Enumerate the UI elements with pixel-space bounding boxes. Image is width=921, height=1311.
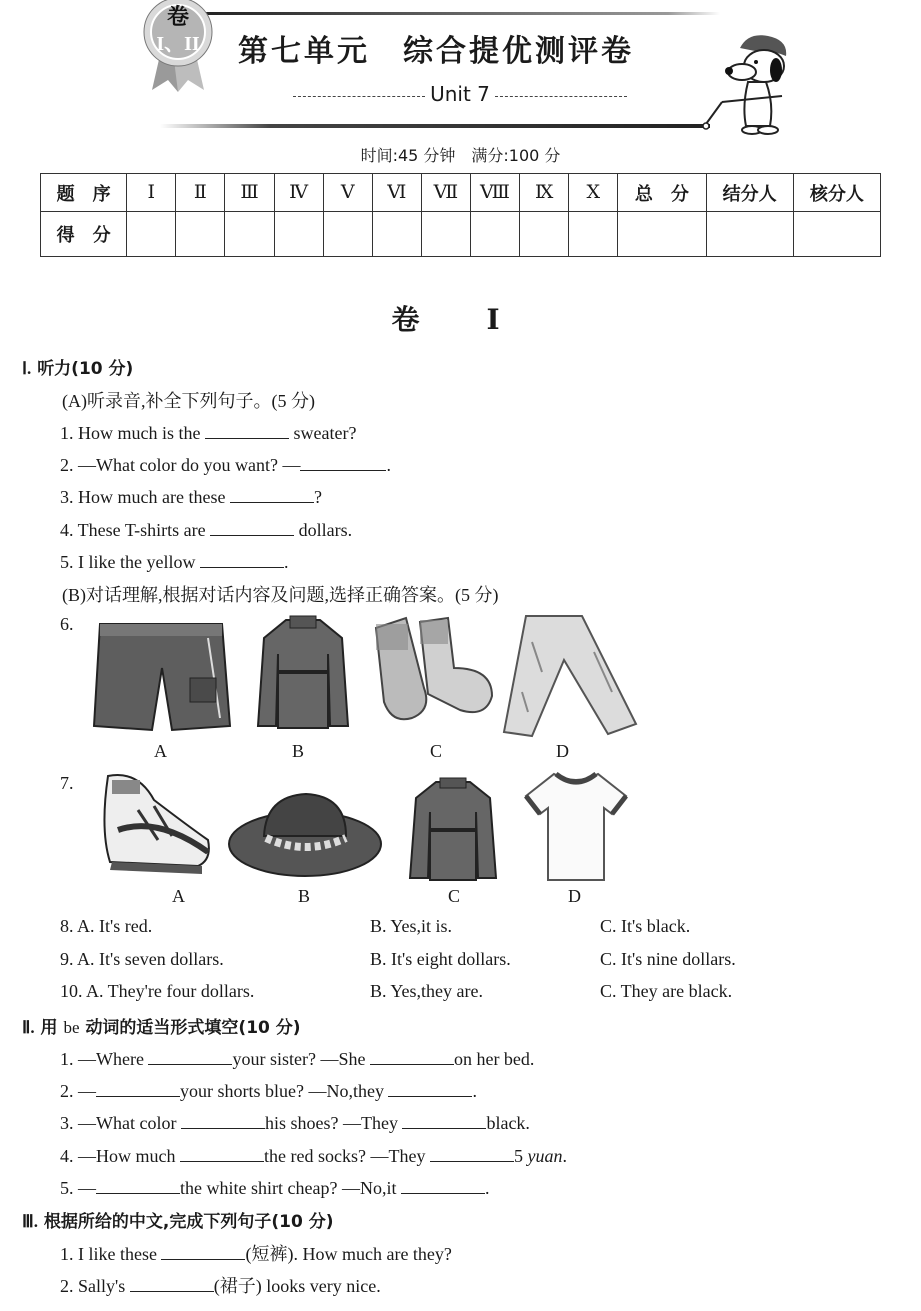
- part3-heading: [22, 1207, 333, 1232]
- unit-subtitle: [286, 82, 634, 107]
- table-header-cell: Ⅸ: [520, 174, 569, 212]
- answer-blank[interactable]: [181, 1110, 265, 1129]
- q-text: the red socks? —They: [264, 1146, 426, 1166]
- hat-image: [226, 786, 384, 880]
- q6-option-label: C: [430, 741, 443, 761]
- q7-option-label: C: [448, 886, 461, 906]
- table-header-cell: 核分人: [793, 174, 880, 212]
- badge-top-text: 卷: [166, 5, 190, 30]
- part1-q5: [60, 549, 288, 573]
- sweater-image: [408, 776, 498, 882]
- q-text: 1. How much is the: [60, 423, 201, 443]
- answer-blank[interactable]: [402, 1110, 486, 1129]
- answer-blank[interactable]: [96, 1078, 180, 1097]
- table-header-cell: Ⅷ: [470, 174, 519, 212]
- q-text: your shorts blue? —No,they: [180, 1081, 384, 1101]
- q-text: 4. —How much: [60, 1146, 176, 1166]
- table-header-cell: 题 序: [41, 174, 127, 212]
- part1-q3: [60, 484, 322, 508]
- q9-option-a: 9. A. It's seven dollars.: [60, 949, 224, 969]
- q7-option-label: D: [568, 886, 581, 906]
- q-text: 1. —Where: [60, 1049, 144, 1069]
- part2-q2: [60, 1078, 477, 1102]
- q9-option-b: B. It's eight dollars.: [370, 949, 511, 969]
- answer-blank[interactable]: [430, 1143, 514, 1162]
- answer-blank[interactable]: [200, 549, 284, 568]
- q-text: ?: [313, 487, 322, 507]
- part1-title: 听力(10 分): [37, 359, 134, 379]
- part1-sub-b: (B)对话理解,根据对话内容及问题,选择正确答案。(5 分): [62, 585, 499, 605]
- part1-q2: [60, 452, 391, 476]
- table-header-cell: 结分人: [706, 174, 793, 212]
- q10-option-b: B. Yes,they are.: [370, 981, 483, 1001]
- q-text: black.: [486, 1113, 530, 1133]
- q-text: the white shirt cheap? —No,it: [180, 1178, 397, 1198]
- answer-blank[interactable]: [148, 1046, 232, 1065]
- q-text: dollars.: [298, 520, 353, 540]
- part3-number: Ⅲ.: [22, 1212, 38, 1231]
- q-text: 5: [513, 1146, 523, 1166]
- answer-blank[interactable]: [300, 452, 386, 471]
- answer-blank[interactable]: [210, 517, 294, 536]
- table-header-cell: Ⅱ: [176, 174, 225, 212]
- part3-q2: [60, 1272, 381, 1298]
- q-text: 5. I like the yellow: [60, 552, 196, 572]
- time-and-score-info: 时间:45 分钟 满分:100 分: [360, 146, 561, 165]
- q-text: on her bed.: [453, 1049, 535, 1069]
- table-row: [41, 212, 881, 257]
- q-text: 2. Sally's: [60, 1276, 126, 1296]
- answer-blank[interactable]: [401, 1175, 485, 1194]
- answer-blank[interactable]: [130, 1273, 214, 1292]
- table-header-cell: 总 分: [618, 174, 706, 212]
- q-text: 2. —: [60, 1081, 96, 1101]
- answer-blank[interactable]: [161, 1241, 245, 1260]
- q-text: .: [562, 1146, 567, 1166]
- q7-option-label: A: [172, 886, 185, 906]
- q6-option-label: D: [556, 741, 569, 761]
- q8-option-c: C. It's black.: [600, 916, 691, 936]
- q-text: 3. How much are these: [60, 487, 226, 507]
- answer-blank[interactable]: [180, 1143, 264, 1162]
- tshirt-image: [524, 770, 628, 882]
- shorts-image: [90, 618, 232, 738]
- part2-title-a: 用: [40, 1018, 58, 1038]
- score-cell: [421, 212, 470, 257]
- q-text: 3. —What color: [60, 1113, 177, 1133]
- score-cell: [372, 212, 421, 257]
- score-cell: [569, 212, 618, 257]
- q-text: .: [472, 1081, 477, 1101]
- score-cell: [470, 212, 519, 257]
- snoopy-golfer-icon: [702, 26, 796, 136]
- q-text: sweater?: [293, 423, 357, 443]
- q-text: your sister? —She: [232, 1049, 366, 1069]
- score-cell: [706, 212, 793, 257]
- shoes-image: [98, 770, 214, 890]
- section-title: 卷 Ⅰ: [391, 305, 530, 336]
- answer-blank[interactable]: [230, 484, 314, 503]
- q-text: 1. I like these: [60, 1244, 157, 1264]
- header-top-rule: [200, 12, 720, 15]
- q-text: his shoes? —They: [264, 1113, 398, 1133]
- sweater-image: [256, 614, 350, 732]
- table-header-cell: Ⅰ: [127, 174, 176, 212]
- answer-blank[interactable]: [388, 1078, 472, 1097]
- part2-q4: [60, 1143, 567, 1167]
- table-header-cell: Ⅶ: [421, 174, 470, 212]
- q6-option-label: B: [292, 741, 305, 761]
- part1-heading: [22, 354, 133, 379]
- header-bottom-rule: [160, 124, 710, 128]
- part1-q7-number: 7.: [60, 773, 74, 793]
- q-text: (裙子) looks very nice.: [213, 1276, 381, 1296]
- score-cell: [176, 212, 225, 257]
- q6-option-label: A: [154, 741, 167, 761]
- badge-bottom-text: I、II: [156, 33, 200, 55]
- table-header-cell: Ⅹ: [569, 174, 618, 212]
- q-text: .: [484, 1178, 490, 1198]
- q-text: 2. —What color do you want? —: [60, 455, 301, 475]
- q-text: .: [386, 455, 391, 475]
- score-cell: [323, 212, 372, 257]
- q-text-italic: yuan: [527, 1146, 563, 1166]
- q7-option-label: B: [298, 886, 311, 906]
- part3-q1: [60, 1240, 452, 1266]
- score-cell: [225, 212, 274, 257]
- unit-label: Unit 7: [430, 82, 490, 106]
- score-cell: [793, 212, 880, 257]
- score-row-label: 得 分: [41, 212, 127, 257]
- part2-q1: [60, 1046, 534, 1070]
- part2-title-b: 动词的适当形式填空(10 分): [85, 1018, 301, 1038]
- q9-option-c: C. It's nine dollars.: [600, 949, 736, 969]
- q10-option-a: 10. A. They're four dollars.: [60, 981, 255, 1001]
- table-row: [41, 174, 881, 212]
- table-header-cell: Ⅵ: [372, 174, 421, 212]
- part2-heading: [22, 1013, 301, 1038]
- part1-sub-a: (A)听录音,补全下列句子。(5 分): [62, 391, 315, 411]
- part1-number: Ⅰ.: [22, 359, 32, 378]
- table-header-cell: Ⅳ: [274, 174, 323, 212]
- part2-number: Ⅱ.: [22, 1018, 35, 1037]
- score-cell: [520, 212, 569, 257]
- score-table: [40, 173, 881, 257]
- table-header-cell: Ⅴ: [323, 174, 372, 212]
- q-text: 5. —: [60, 1178, 96, 1198]
- q10-option-c: C. They are black.: [600, 981, 733, 1001]
- score-cell: [127, 212, 176, 257]
- trousers-image: [502, 612, 640, 738]
- part1-q6-number: 6.: [60, 614, 74, 634]
- answer-blank[interactable]: [205, 420, 289, 439]
- q-text: (短裤). How much are they?: [245, 1244, 452, 1264]
- page-title: 第七单元 综合提优测评卷: [238, 34, 634, 69]
- q-text: 4. These T-shirts are: [60, 520, 206, 540]
- table-header-cell: Ⅲ: [225, 174, 274, 212]
- score-cell: [618, 212, 706, 257]
- award-badge-icon: [130, 0, 226, 92]
- part1-q1: [60, 420, 356, 444]
- answer-blank[interactable]: [370, 1046, 454, 1065]
- q8-option-b: B. Yes,it is.: [370, 916, 453, 936]
- answer-blank[interactable]: [96, 1175, 180, 1194]
- part3-title: 根据所给的中文,完成下列句子(10 分): [43, 1212, 334, 1232]
- socks-image: [362, 614, 496, 738]
- part2-q5: [60, 1175, 489, 1199]
- q8-option-a: 8. A. It's red.: [60, 916, 153, 936]
- score-cell: [274, 212, 323, 257]
- part2-title-be: be: [63, 1018, 80, 1037]
- q-text: .: [283, 552, 289, 572]
- part2-q3: [60, 1110, 530, 1134]
- part1-q4: [60, 517, 352, 541]
